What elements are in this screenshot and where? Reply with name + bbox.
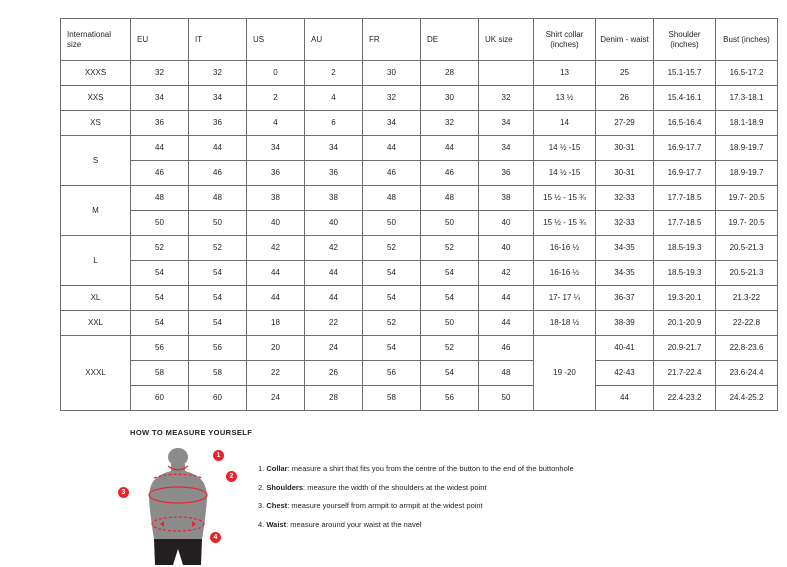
cell-au: 4 [305, 86, 363, 111]
cell-au: 40 [305, 211, 363, 236]
step-text: : measure the width of the shoulders at the widest point [303, 482, 487, 492]
torso-figure [121, 447, 240, 567]
cell-fr: 46 [363, 161, 421, 186]
cell-uk: 32 [479, 86, 534, 111]
row-header-size: XXL [61, 311, 131, 336]
column-header-us: US [247, 19, 305, 61]
table-row [61, 361, 778, 386]
cell-us: 24 [247, 386, 305, 411]
cell-collar: 15 ½ - 15 ¾ [534, 211, 596, 236]
row-header-size: S [61, 136, 131, 186]
section-title: HOW TO MEASURE YOURSELF [130, 428, 253, 437]
cell-denim: 30-31 [596, 136, 654, 161]
table-row [61, 136, 778, 161]
cell-us: 42 [247, 236, 305, 261]
cell-us: 36 [247, 161, 305, 186]
table-row [61, 86, 778, 111]
cell-collar: 18-18 ½ [534, 311, 596, 336]
cell-bust: 24.4-25.2 [716, 386, 778, 411]
cell-eu: 56 [131, 336, 189, 361]
cell-de: 54 [421, 261, 479, 286]
cell-eu: 52 [131, 236, 189, 261]
cell-it: 54 [189, 261, 247, 286]
cell-au: 38 [305, 186, 363, 211]
cell-bust: 22.8-23.6 [716, 336, 778, 361]
cell-uk: 44 [479, 286, 534, 311]
cell-uk: 40 [479, 236, 534, 261]
step-number: 2 [258, 482, 263, 492]
cell-it: 54 [189, 286, 247, 311]
table-row [61, 61, 778, 86]
cell-eu: 32 [131, 61, 189, 86]
cell-collar: 14 [534, 111, 596, 136]
cell-fr: 34 [363, 111, 421, 136]
cell-denim: 34-35 [596, 261, 654, 286]
cell-bust: 22-22.8 [716, 311, 778, 336]
list-item: 3. Chest: measure yourself from armpit to armpit at the widest point [258, 501, 483, 510]
table-row [61, 261, 778, 286]
cell-bust: 20.5-21.3 [716, 261, 778, 286]
step-label: Chest [266, 501, 288, 510]
cell-bust: 19.7- 20.5 [716, 211, 778, 236]
cell-eu: 46 [131, 161, 189, 186]
cell-fr: 30 [363, 61, 421, 86]
cell-de: 48 [421, 186, 479, 211]
cell-eu: 48 [131, 186, 189, 211]
cell-shoulder: 21.7-22.4 [654, 361, 716, 386]
cell-denim: 38-39 [596, 311, 654, 336]
list-item: 4. Waist: measure around your waist at the navel [258, 519, 422, 529]
cell-shoulder: 19.3-20.1 [654, 286, 716, 311]
cell-de: 32 [421, 111, 479, 136]
cell-denim: 27-29 [596, 111, 654, 136]
cell-collar: 13 [534, 61, 596, 86]
cell-us: 44 [247, 261, 305, 286]
cell-us: 22 [247, 361, 305, 386]
body-diagram-icon [130, 447, 240, 567]
cell-au: 22 [305, 311, 363, 336]
cell-collar: 13 ½ [534, 86, 596, 111]
step-number: 4 [258, 519, 263, 529]
cell-de: 50 [421, 211, 479, 236]
step-label: Collar [266, 464, 288, 473]
cell-it: 32 [189, 61, 247, 86]
step-text: : measure around your waist at the navel [286, 519, 422, 529]
cell-it: 54 [189, 311, 247, 336]
cell-fr: 44 [363, 136, 421, 161]
column-header-eu: EU [131, 19, 189, 61]
cell-au: 34 [305, 136, 363, 161]
cell-denim: 25 [596, 61, 654, 86]
step-text: : measure a shirt that fits you from the centre of the button to the end of the buttonhole [287, 464, 574, 473]
cell-uk: 50 [479, 386, 534, 411]
cell-us: 38 [247, 186, 305, 211]
step-number: 3 [258, 501, 263, 510]
cell-au: 2 [305, 61, 363, 86]
column-header-fr: FR [363, 19, 421, 61]
column-header-international-size: International size [61, 19, 131, 61]
table-row [61, 286, 778, 311]
cell-de: 54 [421, 361, 479, 386]
list-item: 2. Shoulders: measure the width of the shoulders at the widest point [258, 482, 487, 492]
cell-us: 40 [247, 211, 305, 236]
cell-shoulder: 16.9-17.7 [654, 161, 716, 186]
cell-eu: 54 [131, 311, 189, 336]
cell-de: 52 [421, 336, 479, 361]
cell-shoulder: 17.7-18.5 [654, 211, 716, 236]
cell-au: 44 [305, 286, 363, 311]
cell-bust: 18.9-19.7 [716, 136, 778, 161]
table-row [61, 211, 778, 236]
cell-bust: 18.9-19.7 [716, 161, 778, 186]
cell-it: 44 [189, 136, 247, 161]
marker-1: 1 [213, 450, 224, 461]
cell-de: 56 [421, 386, 479, 411]
cell-denim: 32-33 [596, 211, 654, 236]
cell-us: 18 [247, 311, 305, 336]
cell-fr: 54 [363, 336, 421, 361]
marker-4: 4 [210, 532, 221, 543]
cell-us: 34 [247, 136, 305, 161]
cell-bust: 21.3-22 [716, 286, 778, 311]
cell-it: 60 [189, 386, 247, 411]
cell-de: 50 [421, 311, 479, 336]
cell-shoulder: 18.5-19.3 [654, 236, 716, 261]
cell-it: 56 [189, 336, 247, 361]
cell-uk: 44 [479, 311, 534, 336]
cell-uk: 42 [479, 261, 534, 286]
table-row [61, 311, 778, 336]
table-header-row [61, 19, 778, 61]
cell-eu: 60 [131, 386, 189, 411]
cell-fr: 56 [363, 361, 421, 386]
marker-3: 3 [118, 487, 129, 498]
table-row [61, 236, 778, 261]
cell-shoulder: 16.9-17.7 [654, 136, 716, 161]
cell-uk: 34 [479, 111, 534, 136]
cell-bust: 20.5-21.3 [716, 236, 778, 261]
cell-denim: 36-37 [596, 286, 654, 311]
cell-shoulder: 22.4-23.2 [654, 386, 716, 411]
cell-shoulder: 15.1-15.7 [654, 61, 716, 86]
table-row [61, 386, 778, 411]
cell-uk: 34 [479, 136, 534, 161]
cell-au: 26 [305, 361, 363, 386]
table-row [61, 161, 778, 186]
cell-eu: 54 [131, 286, 189, 311]
cell-au: 42 [305, 236, 363, 261]
cell-de: 54 [421, 286, 479, 311]
cell-eu: 44 [131, 136, 189, 161]
cell-bust: 18.1-18.9 [716, 111, 778, 136]
cell-it: 46 [189, 161, 247, 186]
cell-denim: 30-31 [596, 161, 654, 186]
cell-eu: 50 [131, 211, 189, 236]
cell-eu: 36 [131, 111, 189, 136]
cell-bust: 17.3-18.1 [716, 86, 778, 111]
cell-bust: 19.7- 20.5 [716, 186, 778, 211]
cell-de: 44 [421, 136, 479, 161]
cell-eu: 34 [131, 86, 189, 111]
cell-collar: 15 ½ - 15 ¾ [534, 186, 596, 211]
cell-denim: 42-43 [596, 361, 654, 386]
cell-it: 36 [189, 111, 247, 136]
cell-de: 46 [421, 161, 479, 186]
cell-us: 2 [247, 86, 305, 111]
cell-denim: 26 [596, 86, 654, 111]
cell-fr: 50 [363, 211, 421, 236]
cell-de: 28 [421, 61, 479, 86]
cell-us: 4 [247, 111, 305, 136]
cell-us: 0 [247, 61, 305, 86]
measure-steps-list [258, 447, 574, 539]
column-header-it: IT [189, 19, 247, 61]
step-label: Waist [266, 519, 287, 529]
cell-us: 44 [247, 286, 305, 311]
column-header-shirt-collar: Shirt collar (inches) [534, 19, 596, 61]
row-header-size: L [61, 236, 131, 286]
cell-denim: 34-35 [596, 236, 654, 261]
cell-shoulder: 15.4-16.1 [654, 86, 716, 111]
cell-collar: 14 ½ -15 [534, 161, 596, 186]
cell-fr: 54 [363, 286, 421, 311]
cell-us: 20 [247, 336, 305, 361]
cell-bust: 16.5-17.2 [716, 61, 778, 86]
cell-shoulder: 17.7-18.5 [654, 186, 716, 211]
cell-shoulder: 18.5-19.3 [654, 261, 716, 286]
cell-collar: 16-16 ½ [534, 236, 596, 261]
cell-au: 44 [305, 261, 363, 286]
row-header-size: XXXL [61, 336, 131, 411]
cell-de: 30 [421, 86, 479, 111]
cell-fr: 54 [363, 261, 421, 286]
column-header-shoulder: Shoulder (inches) [654, 19, 716, 61]
cell-collar: 17- 17 ¼ [534, 286, 596, 311]
cell-denim: 44 [596, 386, 654, 411]
column-header-uk-size: UK size [479, 19, 534, 61]
step-number: 1 [258, 464, 263, 473]
table-row [61, 111, 778, 136]
how-to-measure-section [121, 428, 770, 567]
row-header-size: M [61, 186, 131, 236]
cell-fr: 52 [363, 236, 421, 261]
column-header-bust: Bust (inches) [716, 19, 778, 61]
step-label: Shoulders [266, 482, 304, 492]
cell-it: 48 [189, 186, 247, 211]
cell-de: 52 [421, 236, 479, 261]
cell-eu: 58 [131, 361, 189, 386]
cell-uk: 40 [479, 211, 534, 236]
size-chart-table [60, 18, 778, 411]
cell-fr: 32 [363, 86, 421, 111]
cell-shoulder: 20.9-21.7 [654, 336, 716, 361]
step-text: : measure yourself from armpit to armpit at the widest point [287, 501, 483, 510]
cell-au: 28 [305, 386, 363, 411]
column-header-de: DE [421, 19, 479, 61]
marker-2: 2 [226, 471, 237, 482]
cell-bust: 23.6-24.4 [716, 361, 778, 386]
cell-it: 58 [189, 361, 247, 386]
cell-it: 52 [189, 236, 247, 261]
cell-collar: 14 ½ -15 [534, 136, 596, 161]
row-header-size: XL [61, 286, 131, 311]
row-header-size: XS [61, 111, 131, 136]
column-header-au: AU [305, 19, 363, 61]
cell-it: 34 [189, 86, 247, 111]
cell-collar: 16-16 ½ [534, 261, 596, 286]
row-header-size: XXS [61, 86, 131, 111]
table-row [61, 336, 778, 361]
cell-denim: 32-33 [596, 186, 654, 211]
cell-shoulder: 20.1-20.9 [654, 311, 716, 336]
cell-uk [479, 61, 534, 86]
cell-au: 36 [305, 161, 363, 186]
cell-fr: 52 [363, 311, 421, 336]
cell-shoulder: 16.5-16.4 [654, 111, 716, 136]
cell-it: 50 [189, 211, 247, 236]
cell-denim: 40-41 [596, 336, 654, 361]
column-header-denim-waist: Denim - waist [596, 19, 654, 61]
cell-au: 6 [305, 111, 363, 136]
cell-uk: 46 [479, 336, 534, 361]
list-item: 1. Collar: measure a shirt that fits you from the centre of the button to the end of the buttonhole [258, 464, 574, 473]
cell-collar: 19 -20 [534, 336, 596, 411]
cell-au: 24 [305, 336, 363, 361]
table-row [61, 186, 778, 211]
cell-uk: 36 [479, 161, 534, 186]
cell-uk: 38 [479, 186, 534, 211]
row-header-size: XXXS [61, 61, 131, 86]
cell-uk: 48 [479, 361, 534, 386]
cell-fr: 48 [363, 186, 421, 211]
cell-eu: 54 [131, 261, 189, 286]
cell-fr: 58 [363, 386, 421, 411]
